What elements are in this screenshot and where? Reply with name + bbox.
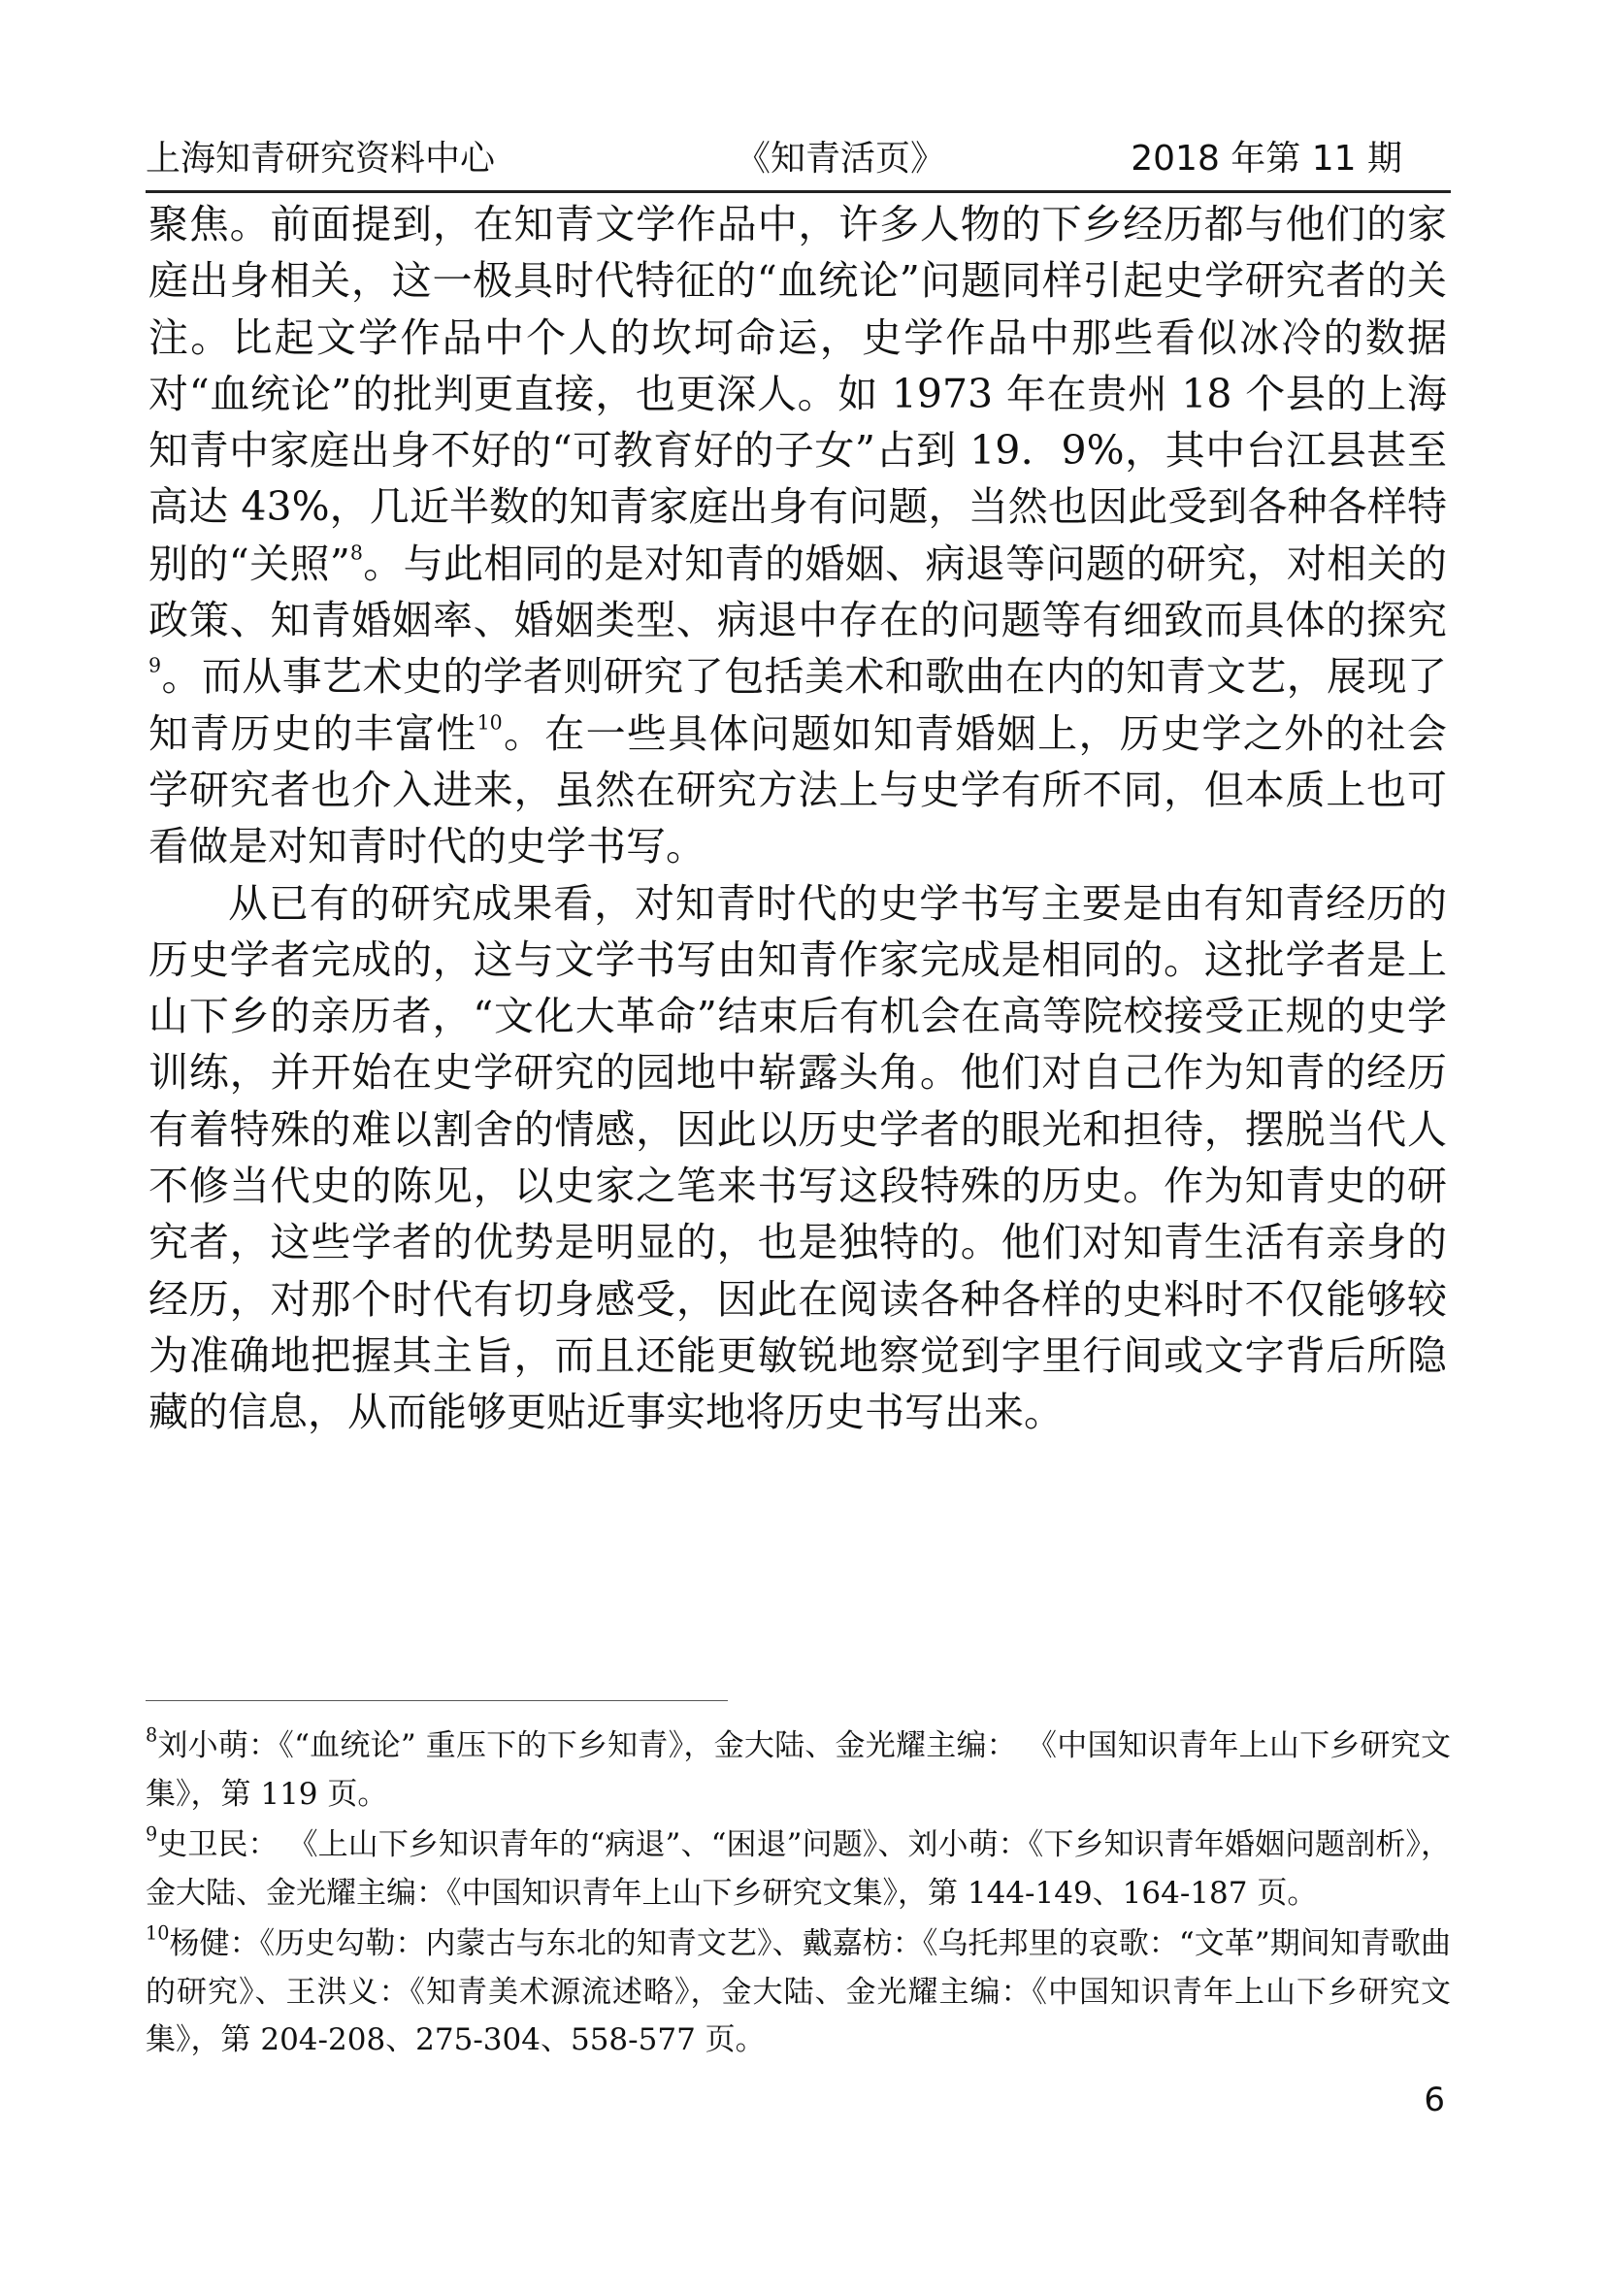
footnote-text: 史卫民： 《上山下乡知识青年的“病退”、“困退”问题》、刘小萌：《下乡知识青年婚姻问题剖析》，金大陆、金光耀主编：《中国知识青年上山下乡研究文集》，第 144-149、164-187 页。 [146,1827,1451,1911]
header-publisher: 上海知青研究资料中心 [146,139,496,179]
footnote-ref-9: 9 [148,653,162,677]
footnote-ref-10: 10 [476,710,503,735]
paragraph-1-part-a: 聚焦。前面提到，在知青文学作品中，许多人物的下乡经历都与他们的家庭出身相关，这一极具时代特征的“血统论”问题同样引起史学研究者的关注。比起文学作品中个人的坎坷命运，史学作品中那些看似冰冷的数据对“血统论”的批判更直接，也更深人。如 1973 年在贵州 18 个县的上海知青中家庭出身不好的“可教育好的子女”占到 19．9%，其中台江县甚至高达 43%，几近半数的知青家庭出身有问题，当然也因此受到各种各样特别的“关照” [148,201,1447,587]
page-number: 6 [1424,2081,1445,2119]
paragraph-1-part-c: 。而从事艺术史的学者则研究了包括美术和歌曲在内的知青文艺，展现了知青历史的丰富性 [148,653,1447,757]
footnote-text: 杨健：《历史勾勒：内蒙古与东北的知青文艺》、戴嘉枋：《乌托邦里的哀歌：“文革”期间知青歌曲的研究》、王洪义：《知青美术源流述略》，金大陆、金光耀主编：《中国知识青年上山下乡研究文集》，第 204-208、275-304、558-577 页。 [146,1926,1451,2057]
footnote-text: 刘小萌：《“血统论” 重压下的下乡知青》，金大陆、金光耀主编： 《中国知识青年上山下乡研究文集》，第 119 页。 [146,1728,1451,1812]
header-divider [146,190,1451,193]
footnote-8 [146,1722,1451,1819]
footnote-number: 10 [146,1921,170,1945]
article-body [148,196,1447,1441]
paragraph-2: 从已有的研究成果看，对知青时代的史学书写主要是由有知青经历的历史学者完成的，这与文学书写由知青作家完成是相同的。这批学者是上山下乡的亲历者，“文化大革命”结束后有机会在高等院校接受正规的史学训练，并开始在史学研究的园地中崭露头角。他们对自己作为知青的经历有着特殊的难以割舍的情感，因此以历史学者的眼光和担待，摆脱当代人不修当代史的陈见，以史家之笔来书写这段特殊的历史。作为知青史的研究者，这些学者的优势是明显的，也是独特的。他们对知青生活有亲身的经历，对那个时代有切身感受，因此在阅读各种各样的史料时不仅能够较为准确地把握其主旨，而且还能更敏锐地察觉到字里行间或文字背后所隐藏的信息，从而能够更贴近事实地将历史书写出来。 [148,879,1447,1436]
header-journal-title: 《知青活页》 [736,139,946,179]
paragraph-1 [148,196,1447,875]
header-issue: 2018 年第 11 期 [1131,139,1402,179]
paragraph-1-part-b: 。与此相同的是对知青的婚姻、病退等问题的研究，对相关的政策、知青婚姻率、婚姻类型、病退中存在的问题等有细致而具体的探究 [148,540,1448,644]
footnote-ref-8: 8 [349,541,363,565]
paragraph-1-part-d: 。在一些具体问题如知青婚姻上，历史学之外的社会学研究者也介入进来，虽然在研究方法上与史学有所不同，但本质上也可看做是对知青时代的史学书写。 [148,709,1448,870]
footnote-divider [146,1700,728,1701]
footnote-number: 9 [146,1822,158,1846]
footnotes [146,1722,1451,2068]
footnote-number: 8 [146,1723,158,1747]
footnote-9 [146,1821,1451,1918]
footnote-10 [146,1920,1451,2065]
page-header [146,130,1441,188]
